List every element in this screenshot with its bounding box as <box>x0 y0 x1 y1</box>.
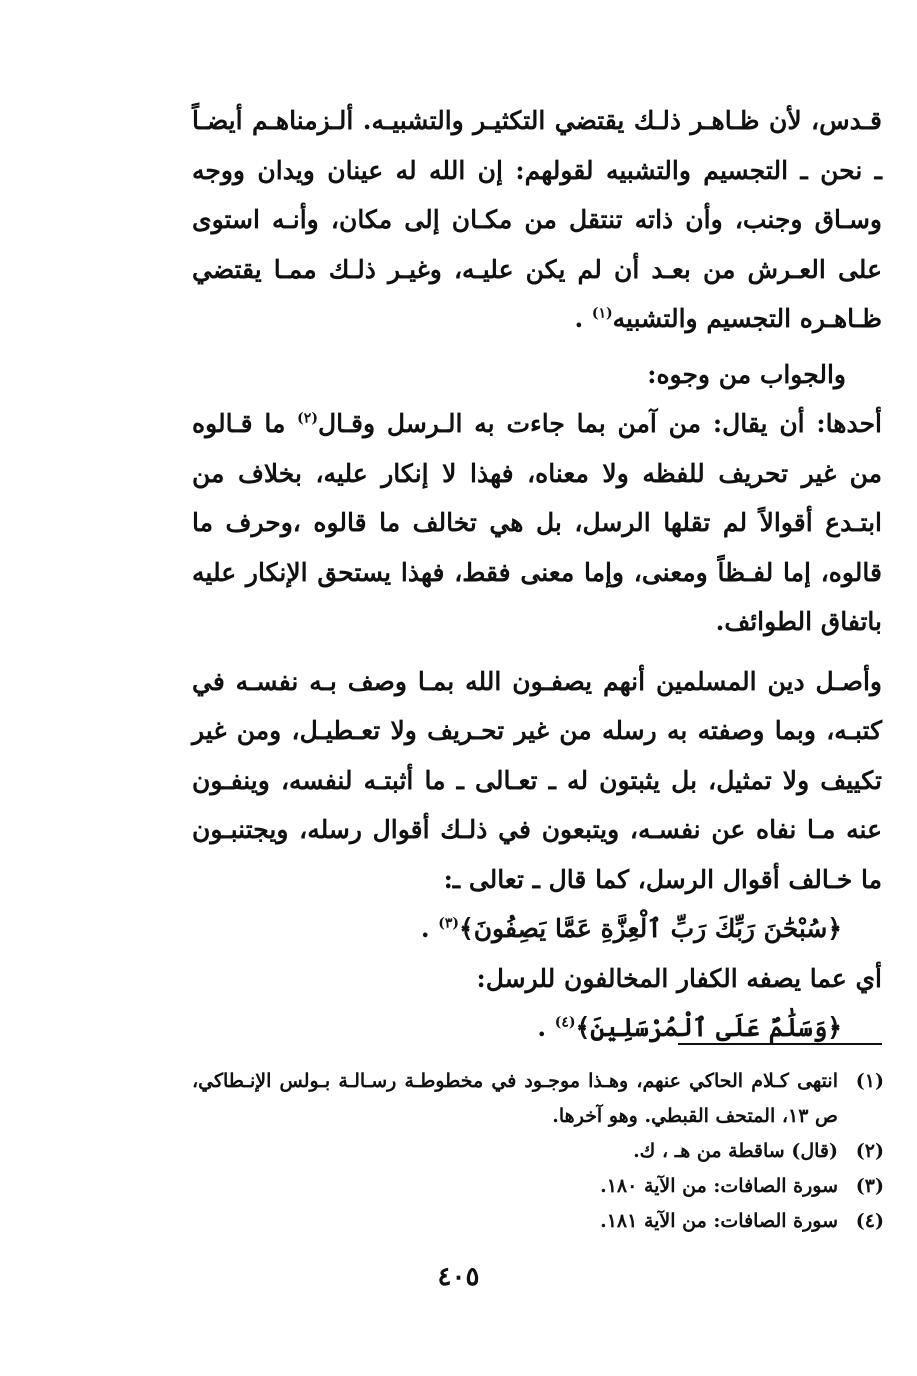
page-number: ٤٠٥ <box>437 1262 480 1292</box>
footnote-ref-3[interactable]: (٣) <box>438 915 460 932</box>
verse-1-end: . <box>420 914 439 943</box>
verse-2 <box>192 1003 842 1053</box>
second-paragraph: وأصـل دين المسلمين أنهم يصفـون الله بمـا وصف بـه نفسـه في كتبـه، وبما وصفته به رسله من غير تحـريف ولا تعـطيـل، ومن غير تكييف ولا تمثيل، بل يثبتون له ـ تعـالى ـ ما أثبتـه لنفسه، وينفـون عنه مـا نفاه عن نفسـه، ويتبعون في ذلـك أقوال رسله، ويجتنبـون ما خـالف أقوال الرسل، كما قال ـ تعالى ـ: <box>192 666 882 894</box>
verse-1-text: سُبْحَٰنَ رَبِّكَ رَبِّ ٱلْعِزَّةِ عَمَّا يَصِفُونَ <box>473 914 828 943</box>
footnote-ref-1[interactable]: (١) <box>591 305 613 322</box>
footnote-number: (١) <box>855 1070 884 1092</box>
intro-paragraph-end: . <box>574 304 592 333</box>
footnote-ref-4[interactable]: (٤) <box>554 1014 576 1031</box>
footnote-divider <box>678 1043 882 1045</box>
footnote-number: (٤) <box>855 1210 884 1232</box>
first-answer-text-a: : أن يقال: من آمن بما جاءت به الـرسل وقـال <box>317 409 826 438</box>
footnote-number: (٢) <box>855 1140 884 1162</box>
footnote-item <box>192 1204 884 1239</box>
footnotes-section <box>192 1064 884 1239</box>
verse-2-text: وَسَلَٰمٌ عَلَى ٱلْمُرْسَلِينَ <box>590 1013 828 1042</box>
verse-2-close-bracket: ﴾ <box>575 1013 591 1042</box>
footnote-text: سورة الصافات: من الآية ١٨٠. <box>600 1175 838 1197</box>
verse-2-end: . <box>537 1013 555 1042</box>
intro-paragraph <box>192 96 882 344</box>
footnote-text: سورة الصافات: من الآية ١٨١. <box>600 1210 838 1232</box>
verse-1-open-bracket: ﴿ <box>827 914 842 943</box>
footnote-text: انتهى كـلام الحاكي عنهم، وهـذا موجـود في مخطوطـة رسـالـة بـولس الإنـطاكي، ص ١٣، المتحف القبطي. وهو آخرها. <box>192 1070 838 1127</box>
verse-1-close-bracket: ﴾ <box>459 914 474 943</box>
footnote-item <box>192 1064 884 1134</box>
first-answer-lead: أحدها <box>825 409 882 438</box>
footnote-text: (قال) ساقطة من هـ ، ك. <box>633 1140 838 1162</box>
first-answer-paragraph <box>192 399 882 647</box>
footnote-item <box>192 1134 884 1169</box>
main-text <box>192 96 882 1053</box>
first-answer-text-b: ما قـالوه من غير تحريف للفظه ولا معناه، فهذا لا إنكار عليه، بخلاف من ابتـدع أقوالاً لم تقلها الرسل، بل هي تخالف ما قالوه ،وحرف ما قالوه، إما لفـظاً ومعنى، وإما معنى فقط، فهذا يستحق الإنكار عليه باتفاق الطوائف. <box>192 409 882 636</box>
answer-heading: والجواب من وجوه: <box>647 359 846 389</box>
footnote-item <box>192 1169 884 1204</box>
intro-paragraph-text: قـدس، لأن ظـاهـر ذلـك يقتضي التكثيـر والتشبيـه. ألـزمناهـم أيضـاً ـ نحن ـ التجسيم والتشبيه لقولهم: إن الله له عينان ويدان ووجه وسـاق وجنب، وأن ذاته تنتقل من مكـان إلى مكان، وأنـه استوى على العـرش من بعـد أن لم يكن عليـه، وغيـر ذلـك ممـا يقتضي ظـاهـره التجسيم والتشبيه <box>192 106 882 333</box>
footnote-number: (٣) <box>855 1175 884 1197</box>
footnote-ref-2[interactable]: (٢) <box>297 410 318 427</box>
explanation-line: أي عما يصفه الكفار المخالفون للرسل: <box>476 963 882 993</box>
verse-1 <box>192 904 842 954</box>
verse-2-open-bracket: ﴿ <box>827 1013 842 1042</box>
